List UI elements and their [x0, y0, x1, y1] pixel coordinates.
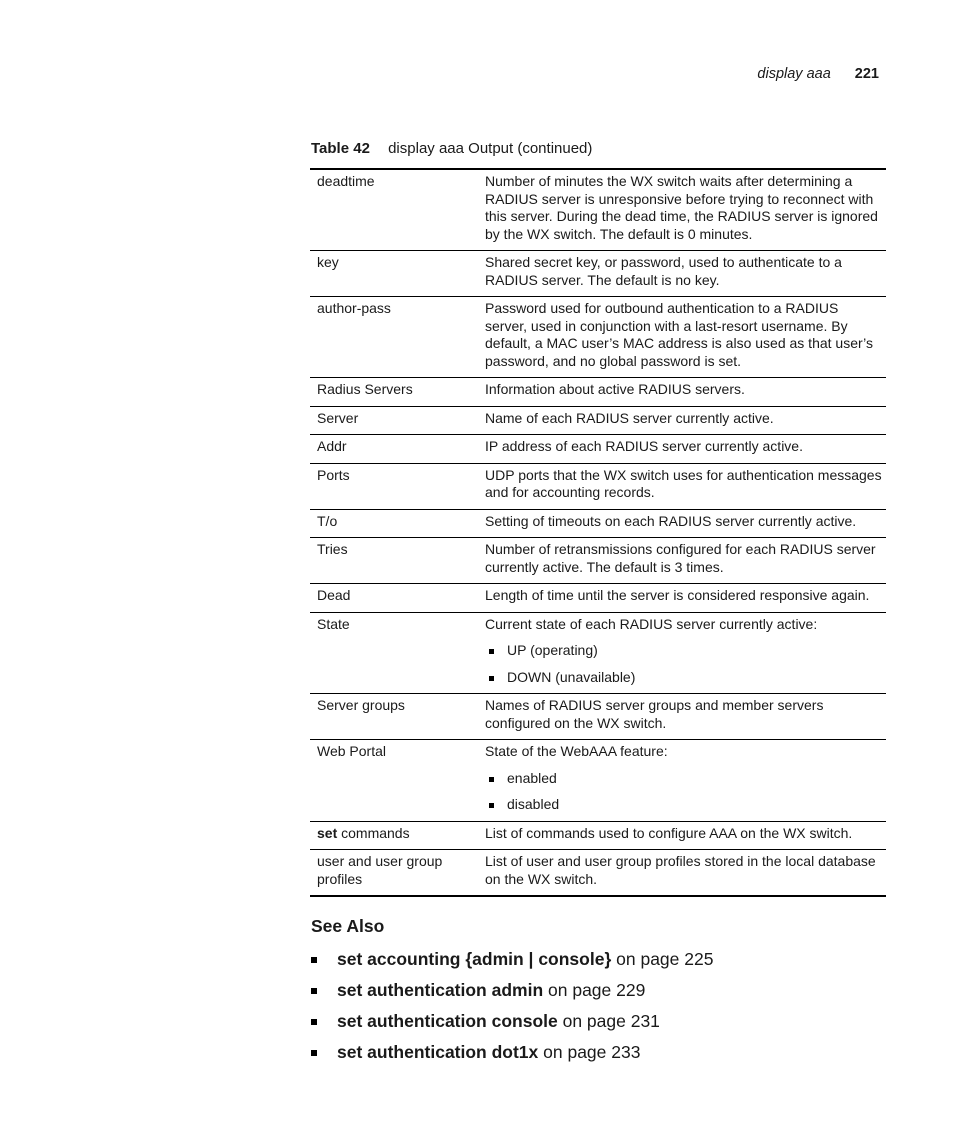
- running-header: [757, 66, 879, 82]
- value-list-item: DOWN (unavailable): [485, 669, 882, 687]
- table-row: [310, 509, 886, 538]
- field-name-cell: [310, 406, 485, 435]
- field-name: commands: [337, 824, 410, 841]
- page-ref: on page 231: [557, 1011, 660, 1031]
- field-name-cell: [310, 584, 485, 613]
- field-name: Radius Servers: [317, 381, 413, 397]
- field-name: user and user group profiles: [317, 853, 443, 887]
- field-name-cell: [310, 821, 485, 850]
- output-fields-table: [310, 168, 886, 897]
- table-row: [310, 435, 886, 464]
- field-description: IP address of each RADIUS server currently active.: [485, 438, 803, 454]
- field-description-cell: [485, 538, 886, 584]
- see-also-item[interactable]: [311, 978, 713, 1009]
- field-description: Names of RADIUS server groups and member servers configured on the WX switch.: [485, 697, 824, 731]
- field-name-cell: [310, 463, 485, 509]
- table-row: [310, 740, 886, 822]
- field-name: key: [317, 254, 339, 270]
- see-also-item[interactable]: [311, 1040, 713, 1071]
- field-name: author-pass: [317, 300, 391, 316]
- field-name: State: [317, 615, 350, 632]
- value-list-item: enabled: [485, 770, 882, 788]
- see-also-heading: See Also: [311, 916, 385, 936]
- command-link[interactable]: set accounting {admin | console}: [337, 949, 612, 969]
- header-section-title: display aaa: [757, 66, 831, 82]
- field-description: List of commands used to configure AAA on the WX switch.: [485, 824, 853, 841]
- field-description: Current state of each RADIUS server currently active:: [485, 615, 818, 632]
- table-row: [310, 251, 886, 297]
- field-name-cell: [310, 378, 485, 407]
- field-description: Name of each RADIUS server currently active.: [485, 409, 774, 426]
- field-description: Password used for outbound authentication to a RADIUS server, used in conjunction with a last-resort username. By default, a MAC user’s MAC address is also used as that user’s password, and no global password is set.: [485, 300, 874, 369]
- field-description-cell: [485, 740, 886, 822]
- field-description-cell: [485, 406, 886, 435]
- see-also-item[interactable]: [311, 947, 713, 978]
- field-name: Addr: [317, 438, 347, 454]
- page-number: 221: [854, 66, 879, 82]
- value-list-item: UP (operating): [485, 642, 882, 660]
- page-ref: on page 229: [543, 980, 646, 1000]
- field-name: deadtime: [317, 173, 375, 189]
- field-description-cell: [485, 509, 886, 538]
- command-link[interactable]: set authentication dot1x: [337, 1042, 539, 1062]
- page-ref: on page 233: [538, 1042, 641, 1062]
- table-title: display aaa Output (continued): [388, 140, 593, 157]
- field-description: State of the WebAAA feature:: [485, 743, 668, 759]
- field-name-cell: [310, 251, 485, 297]
- field-description: Shared secret key, or password, used to authenticate to a RADIUS server. The default is no key.: [485, 254, 842, 288]
- table-row: [310, 406, 886, 435]
- see-also-item[interactable]: [311, 1009, 713, 1040]
- field-name-cell: [310, 740, 485, 822]
- page-ref: on page 225: [611, 949, 714, 969]
- command-link[interactable]: set authentication console: [337, 1011, 558, 1031]
- table-row: [310, 850, 886, 897]
- field-name-cell: [310, 538, 485, 584]
- table-row: [310, 584, 886, 613]
- field-description-cell: [485, 297, 886, 378]
- value-list: [485, 770, 882, 814]
- table-row: [310, 694, 886, 740]
- field-name: Ports: [317, 466, 350, 483]
- field-description: Length of time until the server is considered responsive again.: [485, 587, 870, 603]
- field-name-cell: [310, 612, 485, 694]
- see-also-list: [311, 947, 713, 1071]
- table-number: Table 42: [311, 140, 370, 157]
- table-row: [310, 612, 886, 694]
- field-description: UDP ports that the WX switch uses for authentication messages and for accounting records.: [485, 466, 882, 500]
- table-row: [310, 378, 886, 407]
- field-description-cell: [485, 378, 886, 407]
- field-name: Server: [317, 409, 359, 426]
- table-row: [310, 538, 886, 584]
- table-row: [310, 821, 886, 850]
- field-name-cell: [310, 694, 485, 740]
- field-name-cell: [310, 169, 485, 251]
- field-name: Tries: [317, 541, 348, 557]
- table-row: [310, 463, 886, 509]
- field-name-cell: [310, 850, 485, 897]
- field-description-cell: [485, 612, 886, 694]
- field-description: Information about active RADIUS servers.: [485, 381, 745, 397]
- field-description-cell: [485, 463, 886, 509]
- field-description-cell: [485, 821, 886, 850]
- field-description: Setting of timeouts on each RADIUS server currently active.: [485, 512, 857, 529]
- field-name-cell: [310, 509, 485, 538]
- field-name: Dead: [317, 587, 351, 603]
- field-name: Server groups: [317, 697, 405, 713]
- field-name-cell: [310, 297, 485, 378]
- value-list: [485, 642, 882, 686]
- field-description: Number of minutes the WX switch waits after determining a RADIUS server is unresponsive before trying to reconnect with this server. During the dead time, the RADIUS server is ignored by the WX switch. The default is 0 minutes.: [485, 173, 878, 242]
- field-description-cell: [485, 435, 886, 464]
- table-caption: [311, 140, 592, 157]
- field-description: Number of retransmissions configured for each RADIUS server currently active. The default is 3 times.: [485, 541, 876, 575]
- field-description-cell: [485, 251, 886, 297]
- field-name: T/o: [317, 512, 338, 529]
- field-description-cell: [485, 850, 886, 897]
- field-description-cell: [485, 584, 886, 613]
- field-name: Web Portal: [317, 743, 386, 759]
- table-row: [310, 297, 886, 378]
- field-description-cell: [485, 169, 886, 251]
- table-row: [310, 169, 886, 251]
- command-link[interactable]: set authentication admin: [337, 980, 544, 1000]
- field-description: List of user and user group profiles stored in the local database on the WX switch.: [485, 853, 876, 887]
- value-list-item: disabled: [485, 796, 882, 814]
- field-description-cell: [485, 694, 886, 740]
- field-name-cell: [310, 435, 485, 464]
- field-name-bold: set: [317, 824, 338, 841]
